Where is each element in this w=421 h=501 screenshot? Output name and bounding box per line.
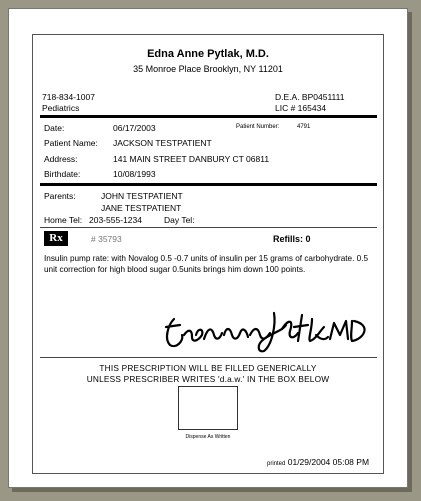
- signature-divider: [40, 357, 377, 358]
- doctor-address: 35 Monroe Place Brooklyn, NY 11201: [133, 64, 283, 74]
- patient-name-label: Patient Name:: [44, 138, 98, 148]
- patient-name-value: JACKSON TESTPATIENT: [113, 138, 212, 148]
- doctor-specialty: Pediatrics: [42, 103, 80, 113]
- parents-divider: [40, 227, 377, 228]
- patient-number-value: 4791: [297, 124, 311, 130]
- patient-number-label: Patient Number:: [236, 124, 280, 130]
- generic-notice-line-2: UNLESS PRESCRIBER WRITES 'd.a.w.' IN THE BOX BELOW: [86, 374, 330, 384]
- rx-symbol: Rx: [44, 231, 68, 246]
- parents-label: Parents:: [44, 191, 76, 201]
- parent-2: JANE TESTPATIENT: [101, 203, 182, 213]
- doctor-phone: 718-834-1007: [42, 92, 95, 102]
- daw-label: Dispense As Written: [185, 434, 231, 440]
- birthdate-value: 10/08/1993: [113, 169, 156, 179]
- parent-1: JOHN TESTPATIENT: [101, 191, 183, 201]
- signature-image: [158, 305, 378, 355]
- patient-divider: [40, 183, 377, 186]
- rx-number: # 35793: [91, 234, 122, 244]
- prescription-sheet: [32, 34, 384, 474]
- day-tel-label: Day Tel:: [164, 215, 195, 225]
- home-tel-value: 203-555-1234: [89, 215, 142, 225]
- refills: Refills: 0: [273, 234, 311, 244]
- date-value: 06/17/2003: [113, 123, 156, 133]
- header-divider: [40, 115, 377, 118]
- address-value: 141 MAIN STREET DANBURY CT 06811: [113, 154, 270, 164]
- doctor-lic: LIC # 165434: [275, 103, 327, 113]
- document-frame: [8, 8, 408, 488]
- printed-timestamp: [267, 457, 369, 467]
- printed-label: printed: [267, 461, 286, 467]
- address-label: Address:: [44, 154, 78, 164]
- generic-notice-line-1: THIS PRESCRIPTION WILL BE FILLED GENERICALLY: [99, 363, 317, 373]
- printed-value: 01/29/2004 05:08 PM: [287, 457, 370, 467]
- birthdate-label: Birthdate:: [44, 169, 81, 179]
- doctor-name: Edna Anne Pytlak, M.D.: [147, 48, 269, 60]
- daw-box[interactable]: [178, 386, 238, 430]
- rx-instructions: Insulin pump rate: with Novalog 0.5 -0.7 units of insulin per 15 grams of carbohydrate. 0.5 unit correction for high blood sugar 0.5units brings him down 100 points.: [44, 254, 369, 274]
- home-tel-label: Home Tel:: [44, 215, 83, 225]
- doctor-dea: D.E.A. BP0451111: [275, 92, 345, 102]
- date-label: Date:: [44, 123, 65, 133]
